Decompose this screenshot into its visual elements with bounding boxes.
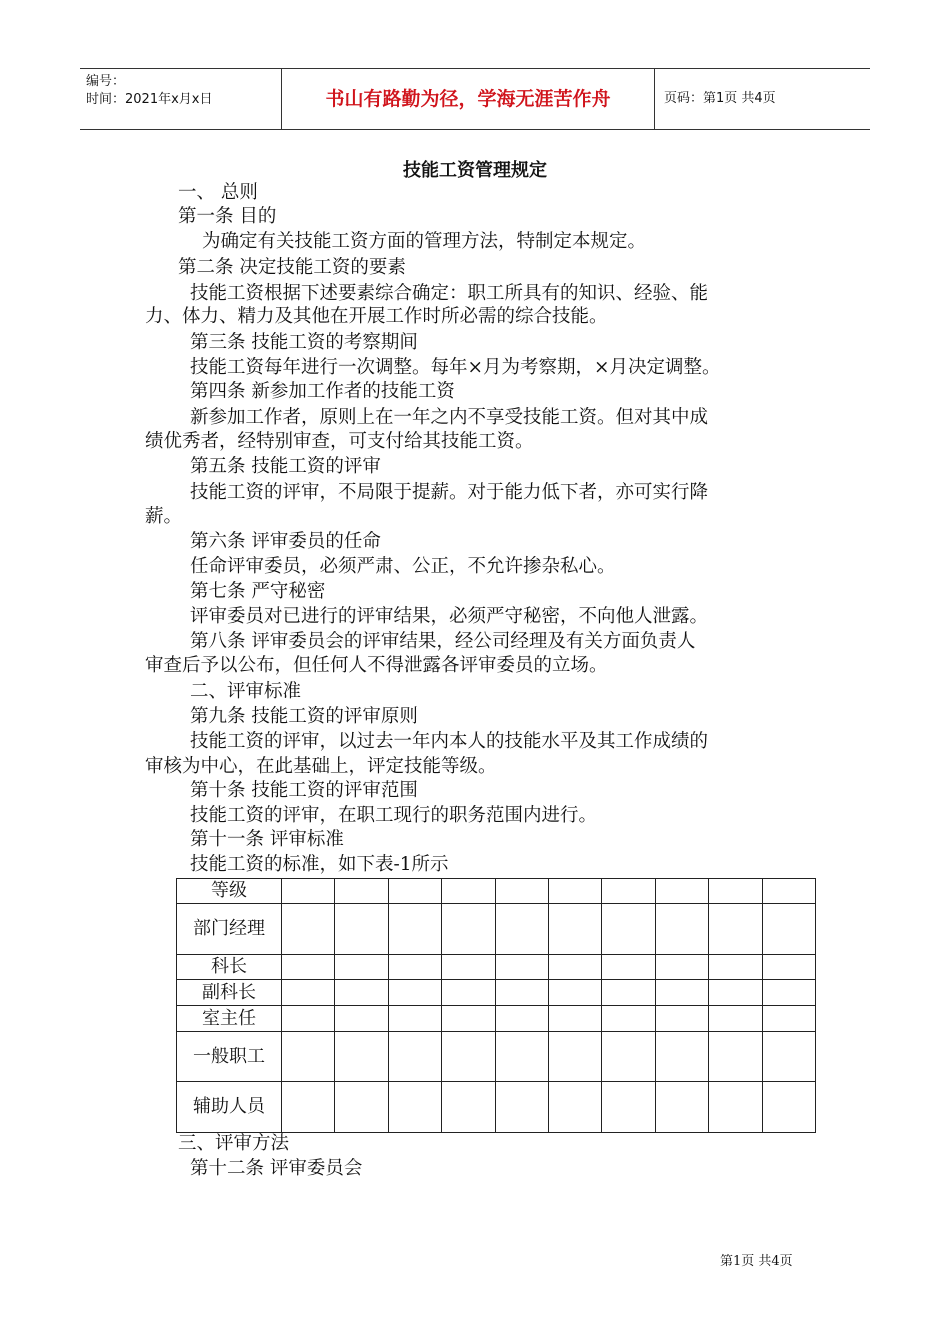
table-cell bbox=[442, 879, 495, 904]
table-cell: 辅助人员 bbox=[177, 1082, 282, 1133]
paragraph-line: 审核为中心，在此基础上，评定技能等级。 bbox=[145, 756, 497, 777]
paragraph-line: 绩优秀者，经特别审查，可支付给其技能工资。 bbox=[145, 431, 534, 452]
table-cell bbox=[335, 904, 388, 955]
article-heading: 第四条 新参加工作者的技能工资 bbox=[190, 381, 455, 402]
paragraph-line: 评审委员对已进行的评审结果，必须严守秘密，不向他人泄露。 bbox=[190, 606, 709, 627]
table-cell bbox=[495, 980, 548, 1006]
table-cell bbox=[762, 1032, 815, 1082]
table-cell bbox=[495, 904, 548, 955]
page-footer: 第1页 共4页 bbox=[720, 1254, 793, 1269]
table-cell bbox=[762, 955, 815, 980]
article-heading: 第五条 技能工资的评审 bbox=[190, 456, 381, 477]
table-cell bbox=[655, 1032, 708, 1082]
table-cell bbox=[282, 904, 335, 955]
table-cell bbox=[548, 1006, 601, 1032]
paragraph-line: 技能工资每年进行一次调整。每年×月为考察期，×月决定调整。 bbox=[190, 357, 721, 378]
table-cell bbox=[495, 1082, 548, 1133]
paragraph-line: 审查后予以公布，但任何人不得泄露各评审委员的立场。 bbox=[145, 655, 608, 676]
article-heading: 第二条 决定技能工资的要素 bbox=[178, 257, 406, 278]
table-cell bbox=[762, 904, 815, 955]
table-cell: 副科长 bbox=[177, 980, 282, 1006]
article-heading: 第七条 严守秘密 bbox=[190, 581, 326, 602]
article-heading: 第十条 技能工资的评审范围 bbox=[190, 780, 418, 801]
paragraph-line: 技能工资的标准，如下表-1所示 bbox=[190, 854, 449, 875]
table-cell bbox=[495, 955, 548, 980]
article-heading: 第十一条 评审标准 bbox=[190, 829, 344, 850]
grade-table bbox=[176, 878, 816, 1133]
table-cell bbox=[335, 1032, 388, 1082]
paragraph-line: 新参加工作者，原则上在一年之内不享受技能工资。但对其中成 bbox=[190, 407, 709, 428]
table-cell bbox=[655, 1082, 708, 1133]
table-cell bbox=[335, 1006, 388, 1032]
table-row bbox=[177, 1082, 816, 1133]
table-cell bbox=[495, 1032, 548, 1082]
table-cell bbox=[762, 1082, 815, 1133]
table-cell bbox=[442, 1032, 495, 1082]
article-heading: 第一条 目的 bbox=[178, 206, 277, 227]
paragraph-line: 第八条 评审委员会的评审结果，经公司经理及有关方面负责人 bbox=[190, 631, 696, 652]
document-title: 技能工资管理规定 bbox=[403, 160, 547, 181]
table-cell bbox=[602, 955, 655, 980]
table-cell bbox=[282, 955, 335, 980]
table-cell: 等级 bbox=[177, 879, 282, 904]
paragraph-line: 技能工资根据下述要素综合确定：职工所具有的知识、经验、能 bbox=[190, 283, 709, 304]
table-row bbox=[177, 904, 816, 955]
table-cell bbox=[709, 980, 762, 1006]
page-header bbox=[80, 68, 870, 130]
table-cell bbox=[602, 1006, 655, 1032]
paragraph-line: 薪。 bbox=[145, 506, 183, 527]
table-cell bbox=[388, 1006, 441, 1032]
table-cell bbox=[602, 904, 655, 955]
paragraph-line: 技能工资的评审，在职工现行的职务范围内进行。 bbox=[190, 805, 598, 826]
paragraph-line: 为确定有关技能工资方面的管理方法，特制定本规定。 bbox=[202, 231, 647, 252]
table-cell bbox=[442, 1082, 495, 1133]
table-cell bbox=[548, 955, 601, 980]
table-cell bbox=[388, 955, 441, 980]
table-cell bbox=[388, 980, 441, 1006]
article-heading: 第六条 评审委员的任命 bbox=[190, 531, 381, 552]
table-cell bbox=[282, 1006, 335, 1032]
table-cell bbox=[548, 1032, 601, 1082]
article-heading: 第十二条 评审委员会 bbox=[190, 1158, 363, 1179]
table-row bbox=[177, 980, 816, 1006]
table-cell bbox=[602, 980, 655, 1006]
table-cell: 一般职工 bbox=[177, 1032, 282, 1082]
table-cell: 科长 bbox=[177, 955, 282, 980]
table-cell bbox=[442, 980, 495, 1006]
table-cell: 部门经理 bbox=[177, 904, 282, 955]
article-heading: 第三条 技能工资的考察期间 bbox=[190, 332, 418, 353]
table-cell bbox=[709, 1082, 762, 1133]
table-cell bbox=[442, 904, 495, 955]
table-cell bbox=[548, 879, 601, 904]
table-cell bbox=[442, 1006, 495, 1032]
table-cell: 室主任 bbox=[177, 1006, 282, 1032]
table-cell bbox=[548, 904, 601, 955]
table-cell bbox=[655, 980, 708, 1006]
table-cell bbox=[655, 1006, 708, 1032]
table-cell bbox=[495, 1006, 548, 1032]
table-cell bbox=[495, 879, 548, 904]
table-cell bbox=[388, 904, 441, 955]
table-row bbox=[177, 1032, 816, 1082]
paragraph-line: 技能工资的评审，不局限于提薪。对于能力低下者，亦可实行降 bbox=[190, 482, 709, 503]
header-meta bbox=[86, 73, 212, 109]
table-cell bbox=[655, 955, 708, 980]
table-cell bbox=[602, 1082, 655, 1133]
table-cell bbox=[335, 955, 388, 980]
table-cell bbox=[762, 879, 815, 904]
table-cell bbox=[709, 1032, 762, 1082]
table-cell bbox=[282, 879, 335, 904]
table-cell bbox=[335, 1082, 388, 1133]
number-label: 编号： bbox=[86, 74, 126, 89]
table-row bbox=[177, 955, 816, 980]
date-label: 时间：2021年x月x日 bbox=[86, 92, 213, 107]
table-cell bbox=[388, 1082, 441, 1133]
table-cell bbox=[602, 879, 655, 904]
table-cell bbox=[709, 1006, 762, 1032]
table-cell bbox=[655, 879, 708, 904]
table-cell bbox=[282, 1082, 335, 1133]
table-cell bbox=[762, 980, 815, 1006]
table-cell bbox=[602, 1032, 655, 1082]
paragraph-line: 技能工资的评审，以过去一年内本人的技能水平及其工作成绩的 bbox=[190, 731, 709, 752]
table-cell bbox=[335, 980, 388, 1006]
header-divider bbox=[654, 69, 655, 129]
table-cell bbox=[388, 879, 441, 904]
table-cell bbox=[335, 879, 388, 904]
table-cell bbox=[388, 1032, 441, 1082]
table-cell bbox=[548, 1082, 601, 1133]
table-row bbox=[177, 1006, 816, 1032]
paragraph-line: 力、体力、精力及其他在开展工作时所必需的综合技能。 bbox=[145, 306, 608, 327]
table-cell bbox=[709, 955, 762, 980]
section-heading: 三、评审方法 bbox=[178, 1133, 290, 1154]
table-cell bbox=[282, 980, 335, 1006]
paragraph-line: 任命评审委员，必须严肃、公正，不允许掺杂私心。 bbox=[190, 556, 616, 577]
article-heading: 第九条 技能工资的评审原则 bbox=[190, 706, 418, 727]
table-cell bbox=[442, 955, 495, 980]
table-cell bbox=[709, 904, 762, 955]
section-heading: 二、评审标准 bbox=[190, 681, 302, 702]
table-cell bbox=[709, 879, 762, 904]
table-row bbox=[177, 879, 816, 904]
table-cell bbox=[282, 1032, 335, 1082]
table-cell bbox=[548, 980, 601, 1006]
header-page-number: 页码：第1页 共4页 bbox=[664, 91, 776, 106]
header-motto: 书山有路勤为径，学海无涯苦作舟 bbox=[325, 88, 611, 110]
table-cell bbox=[655, 904, 708, 955]
section-heading: 一、 总则 bbox=[178, 182, 258, 203]
table-cell bbox=[762, 1006, 815, 1032]
